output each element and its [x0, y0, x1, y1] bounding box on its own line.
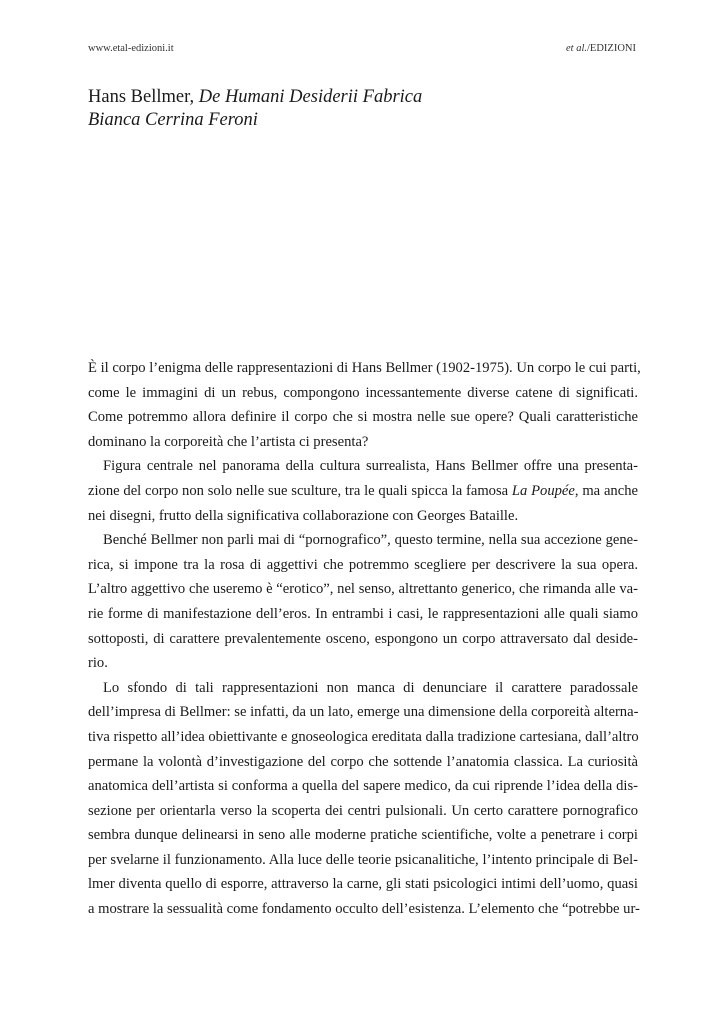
text-span: , ma anche [574, 482, 638, 499]
text-line: Come potremmo allora definire il corpo che si mostra nelle sue opere? Quali caratteristiche [88, 409, 638, 426]
text-line: sembra dunque delinearsi in seno alle moderne pratiche scientifiche, volte a penetrare i corpi [88, 827, 638, 844]
publisher-name-rest: EDIZIONI [589, 43, 636, 54]
title-prefix: Hans Bellmer, [88, 87, 199, 107]
text-line: a mostrare la sessualità come fondamento occulto dell’esistenza. L’elemento che “potrebbe ur- [88, 901, 640, 918]
text-line: Figura centrale nel panorama della cultura surrealista, Hans Bellmer offre una presenta- [103, 458, 638, 475]
text-line: per svelarne il funzionamento. Alla luce delle teorie psicanalitiche, l’intento principale di Bel- [88, 851, 638, 868]
text-span: zione del corpo non solo nelle sue sculture, tra le quali spicca la famosa [88, 482, 512, 499]
article-title-block [88, 86, 636, 132]
text-line [88, 479, 638, 504]
artwork-title: La Poupée [511, 482, 575, 499]
publisher-slash: / [587, 43, 590, 54]
text-line: dominano la corporeità che l’artista ci presenta? [88, 433, 369, 450]
text-line: permane la volontà d’investigazione del corpo che sottende l’anatomia classica. La curiosità [88, 753, 638, 770]
text-line: sezione per orientarla verso la scoperta dei centri pulsionali. Un certo carattere pornografico [88, 802, 638, 819]
page-header [88, 43, 636, 57]
paragraph [88, 356, 641, 454]
text-line: come le immagini di un rebus, compongono incessantemente diverse catene di significati. [88, 384, 638, 401]
website-url[interactable]: www.etal-edizioni.it [88, 43, 174, 54]
text-line: L’altro aggettivo che useremo è “erotico”, nel senso, altrettanto generico, che rimanda alle va- [88, 581, 638, 598]
text-line: rie forme di manifestazione dell’eros. In entrambi i casi, le rappresentazioni alle quali siamo [88, 605, 638, 622]
text-line: anatomica dell’artista si conforma a quella del sapere medico, da cui riprende l’idea della dis- [88, 778, 638, 795]
text-line: È il corpo l’enigma delle rappresentazioni di Hans Bellmer (1902-1975). Un corpo le cui parti, [88, 360, 641, 376]
article-body [88, 356, 641, 922]
paragraph [88, 528, 638, 676]
article-author: Bianca Cerrina Feroni [88, 110, 258, 130]
paragraph [88, 454, 638, 528]
title-work: De Humani Desiderii Fabrica [198, 87, 423, 107]
text-line: rica, si impone tra la rosa di aggettivi che potremmo scegliere per descrivere la sua opera. [88, 556, 638, 573]
text-line: lmer diventa quello di esporre, attraverso la carne, gli stati psicologici intimi dell’uomo, quasi [88, 876, 638, 893]
text-line: sottoposti, di carattere prevalentemente osceno, espongono un corpo attraversato dal deside- [88, 630, 638, 647]
publisher-name [566, 43, 636, 54]
text-line: rio. [88, 655, 108, 672]
publisher-name-italic: et al. [566, 43, 587, 54]
paragraph [88, 676, 638, 922]
text-line: Lo sfondo di tali rappresentazioni non manca di denunciare il carattere paradossale [103, 679, 638, 696]
text-line: tiva rispetto all’idea obiettivante e gnoseologica ereditata dalla tradizione cartesiana, dall’altro [88, 728, 639, 745]
article-title [88, 86, 636, 109]
text-line: dell’impresa di Bellmer: se infatti, da un lato, emerge una dimensione della corporeità alterna- [88, 704, 639, 721]
text-line: nei disegni, frutto della significativa collaborazione con Georges Bataille. [88, 507, 519, 524]
text-line: Benché Bellmer non parli mai di “pornografico”, questo termine, nella sua accezione gene- [103, 532, 638, 549]
